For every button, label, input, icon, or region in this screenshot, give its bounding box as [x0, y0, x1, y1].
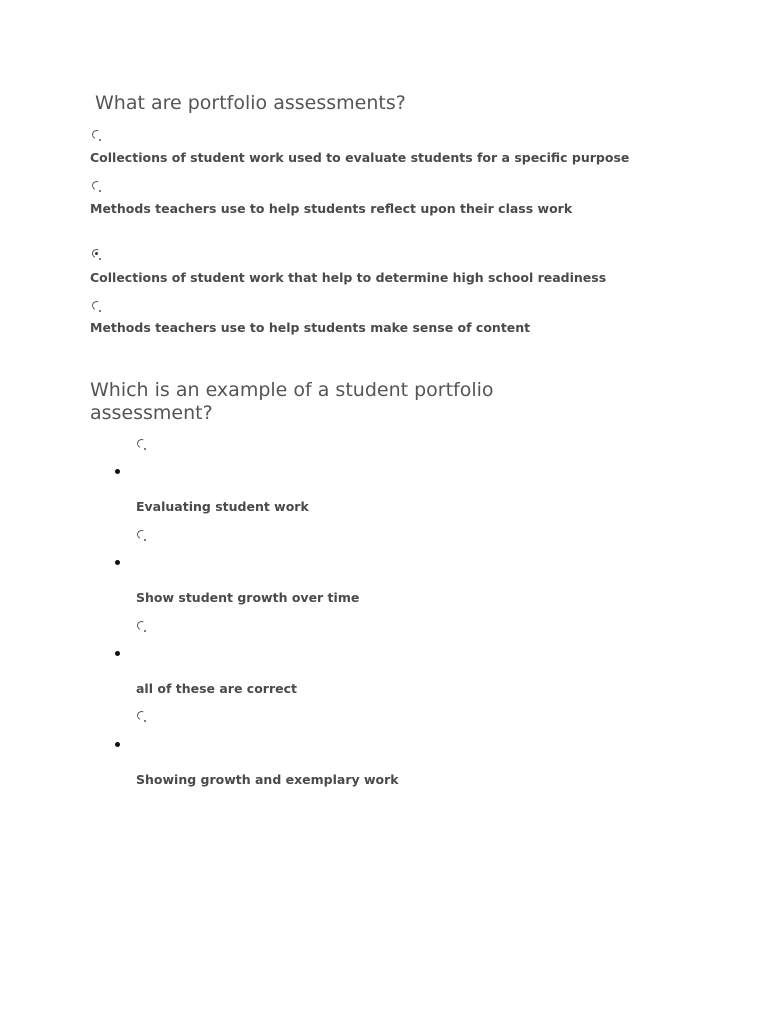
list-bullet	[115, 651, 120, 656]
list-bullet	[115, 742, 120, 747]
question-2-option-2-label: Show student growth over time	[136, 590, 360, 605]
question-2-option-1-label: Evaluating student work	[136, 499, 309, 514]
radio-dot	[144, 630, 146, 632]
question-1-title: What are portfolio assessments?	[95, 92, 406, 114]
radio-dot	[99, 139, 101, 141]
question-1-option-1-label: Collections of student work used to evaluate students for a specific purpose	[90, 150, 630, 165]
radio-dot	[144, 448, 146, 450]
radio-dot	[144, 720, 146, 722]
question-1-option-3-label: Collections of student work that help to determine high school readiness	[90, 270, 607, 285]
radio-dot	[99, 190, 101, 192]
list-bullet	[115, 469, 120, 474]
question-1-option-2-label: Methods teachers use to help students reflect upon their class work	[90, 201, 573, 216]
question-2-option-4-label: Showing growth and exemplary work	[136, 772, 399, 787]
question-1-option-4-label: Methods teachers use to help students make sense of content	[90, 320, 531, 335]
radio-dot	[144, 539, 146, 541]
list-bullet	[115, 560, 120, 565]
question-2-title: Which is an example of a student portfolio assessment?	[90, 379, 494, 424]
radio-dot	[99, 310, 101, 312]
question-2-option-3-label: all of these are correct	[136, 681, 297, 696]
radio-dot	[99, 258, 101, 260]
